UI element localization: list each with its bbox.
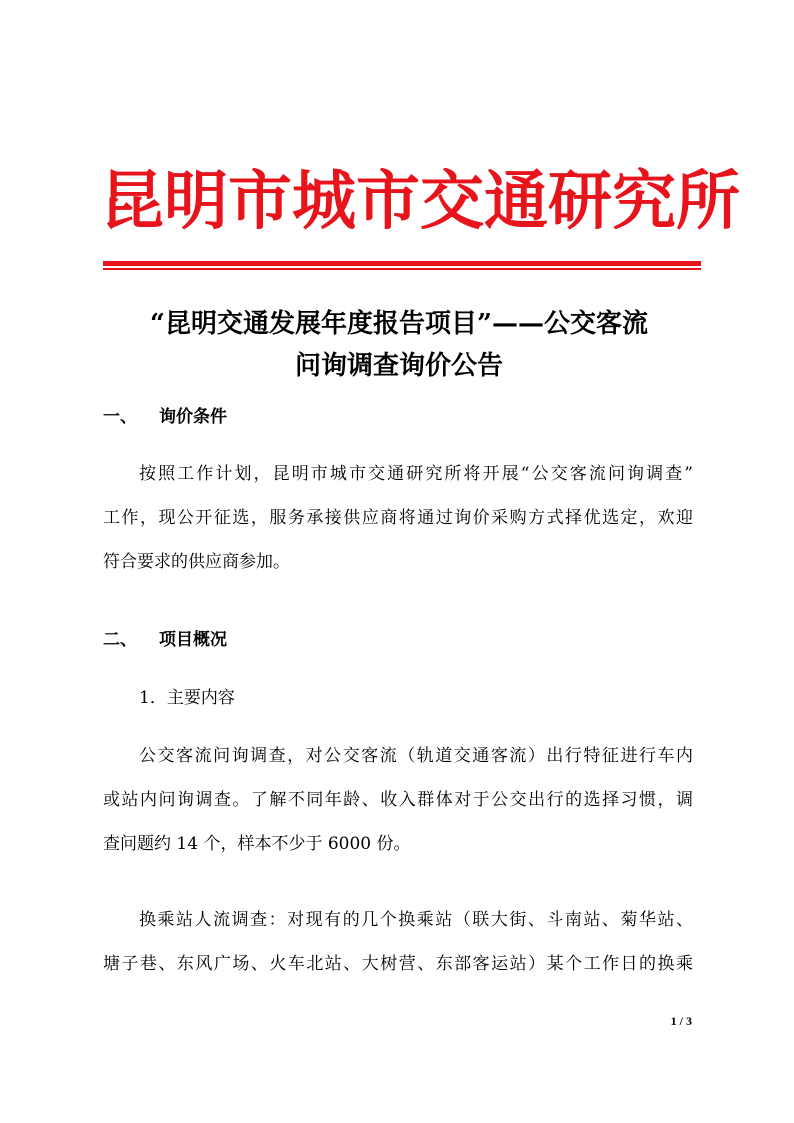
section-1-paragraph: [103, 452, 693, 584]
section-2-sub-item: 1．主要内容: [139, 688, 235, 708]
paragraph-line: 换乘站人流调查：对现有的几个换乘站（联大街、斗南站、菊华站、: [139, 910, 693, 930]
paragraph-line: 按照工作计划，昆明市城市交通研究所将开展“公交客流问询调查”: [139, 464, 693, 484]
document-title: [100, 303, 698, 387]
letterhead-rule-thin: [103, 268, 701, 270]
section-2-number: 二、: [103, 630, 137, 650]
section-2-paragraph-1: [103, 734, 693, 866]
section-1-title: 询价条件: [159, 407, 227, 427]
paragraph-line: 符合要求的供应商参加。: [103, 552, 290, 572]
section-2-title: 项目概况: [159, 630, 227, 650]
document-title-line-1: “昆明交通发展年度报告项目”——公交客流: [150, 309, 648, 339]
paragraph-line: 公交客流问询调查，对公交客流（轨道交通客流）出行特征进行车内: [139, 746, 693, 766]
section-1-number: 一、: [103, 407, 137, 427]
paragraph-line: 查问题约 14 个，样本不少于 6000 份。: [103, 834, 411, 854]
letterhead-rule-thick: [103, 261, 701, 266]
paragraph-line: 塘子巷、东风广场、火车北站、大树营、东部客运站）某个工作日的换乘: [103, 954, 693, 974]
paragraph-line: 工作，现公开征选，服务承接供应商将通过询价采购方式择优选定，欢迎: [103, 508, 693, 528]
letterhead-org-name: 昆明市城市交通研究所: [100, 164, 740, 239]
section-1-heading: [103, 405, 227, 429]
document-title-line-2: 问询调查询价公告: [294, 351, 503, 381]
section-2-heading: [103, 628, 227, 652]
paragraph-line: 或站内问询调查。了解不同年龄、收入群体对于公交出行的选择习惯，调: [103, 790, 693, 810]
page-number: 1 / 3: [670, 1014, 692, 1028]
section-2-paragraph-2: [103, 898, 693, 986]
